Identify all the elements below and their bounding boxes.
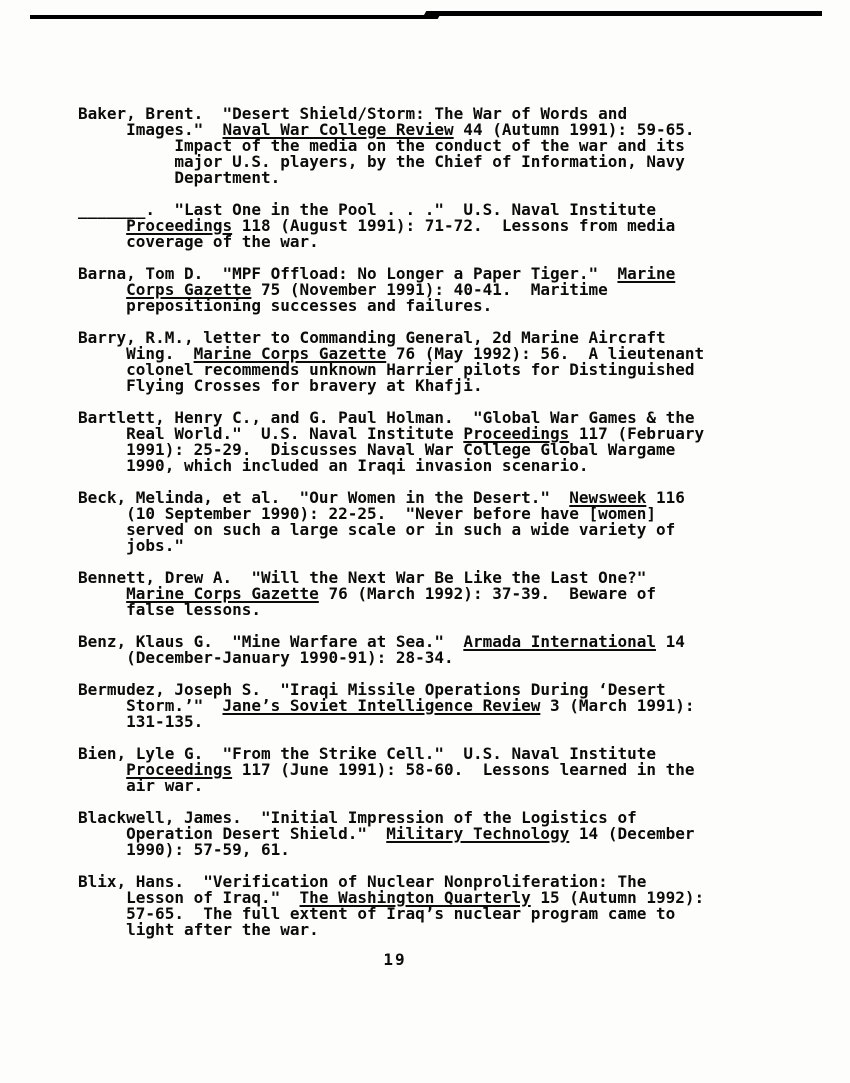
bibliography-entry — [78, 330, 798, 394]
journal-title: The Washington Quarterly — [299, 888, 531, 907]
text-segment: Storm.’" — [126, 696, 223, 715]
bibliography-entry — [78, 746, 798, 794]
journal-title: Naval War College Review — [222, 120, 454, 139]
text-segment: Bennett, Drew A. "Will the Next War Be Like the Last One?" — [78, 568, 647, 587]
text-segment: false lessons. — [126, 600, 262, 619]
text-segment: Blackwell, James. "Initial Impression of the Logistics of — [78, 808, 637, 827]
text-segment: air war. — [126, 776, 204, 795]
entry-line — [78, 650, 798, 666]
text-segment: Lesson of Iraq." — [126, 888, 300, 907]
text-segment: Real World." U.S. Naval Institute — [126, 424, 464, 443]
text-segment: Barry, R.M., letter to Commanding General, 2d Marine Aircraft — [78, 328, 666, 347]
text-segment: 57-65. The full extent of Iraq’s nuclear program came to — [126, 904, 676, 923]
text-segment: Bermudez, Joseph S. "Iraqi Missile Operations During ‘Desert — [78, 680, 666, 699]
bibliography-entry — [78, 874, 798, 938]
text-segment: Department. — [174, 168, 281, 187]
text-segment: 116 — [646, 488, 685, 507]
text-segment: Flying Crosses for bravery at Khafji. — [126, 376, 483, 395]
text-segment: Blix, Hans. "Verification of Nuclear Nonproliferation: The — [78, 872, 647, 891]
text-segment: 76 (May 1992): 56. A lieutenant — [386, 344, 705, 363]
text-segment: jobs." — [126, 536, 184, 555]
text-segment: prepositioning successes and failures. — [126, 296, 493, 315]
entry-line — [78, 538, 798, 554]
text-segment: Benz, Klaus G. "Mine Warfare at Sea." — [78, 632, 464, 651]
bibliography-entry — [78, 682, 798, 730]
rule-segment-left — [30, 15, 432, 19]
bibliography-entry — [78, 810, 798, 858]
text-segment: Barna, Tom D. "MPF Offload: No Longer a Paper Tiger." — [78, 264, 618, 283]
journal-title: Corps Gazette — [126, 280, 252, 299]
journal-title: Proceedings — [463, 424, 570, 443]
text-segment: 14 (December — [569, 824, 695, 843]
journal-title: Marine — [617, 264, 676, 283]
text-segment: 14 — [655, 632, 685, 651]
journal-title: Newsweek — [569, 488, 647, 507]
text-segment: colonel recommends unknown Harrier pilots for Distinguished — [126, 360, 695, 379]
text-segment: (10 September 1990): 22-25. "Never before have [women] — [126, 504, 656, 523]
entry-line — [78, 714, 798, 730]
bibliography-entry — [78, 634, 798, 666]
text-segment: Bien, Lyle G. "From the Strike Cell." U.S. Naval Institute — [78, 744, 656, 763]
journal-title: Proceedings — [126, 216, 233, 235]
bibliography-entry — [78, 202, 798, 250]
text-segment: (December-January 1990-91): 28-34. — [126, 648, 454, 667]
journal-title: Proceedings — [126, 760, 233, 779]
text-segment: 15 (Autumn 1992): — [530, 888, 705, 907]
text-segment: 118 (August 1991): 71-72. Lessons from media — [232, 216, 676, 235]
text-segment: major U.S. players, by the Chief of Information, Navy — [174, 152, 685, 171]
entry-line — [78, 922, 798, 938]
bibliography-entry — [78, 410, 798, 474]
text-segment: 3 (March 1991): — [540, 696, 695, 715]
page-number: 19 — [383, 950, 407, 969]
entry-line — [78, 170, 798, 186]
entry-line — [78, 378, 798, 394]
text-segment: Impact of the media on the conduct of the war and its — [174, 136, 685, 155]
rule-segment-right — [432, 11, 822, 16]
text-segment: Wing. — [126, 344, 194, 363]
text-segment: 76 (March 1992): 37-39. Beware of — [318, 584, 656, 603]
entry-line — [78, 298, 798, 314]
text-segment: 44 (Autumn 1991): 59-65. — [453, 120, 695, 139]
text-segment: served on such a large scale or in such a wide variety of — [126, 520, 676, 539]
bibliography-entry — [78, 490, 798, 554]
entry-line — [78, 234, 798, 250]
journal-title: Military Technology — [386, 824, 570, 843]
bibliography-entry — [78, 570, 798, 618]
text-segment: Operation Desert Shield." — [126, 824, 387, 843]
entry-line — [78, 522, 798, 538]
entry-line — [78, 842, 798, 858]
text-segment: 131-135. — [126, 712, 204, 731]
text-segment: 75 (November 1991): 40-41. Maritime — [251, 280, 608, 299]
text-segment: _______. "Last One in the Pool . . ." U.S. Naval Institute — [78, 200, 656, 219]
entry-line — [78, 602, 798, 618]
bibliography-entry — [78, 106, 798, 186]
journal-title: Jane’s Soviet Intelligence Review — [222, 696, 541, 715]
text-segment: 117 (February — [569, 424, 705, 443]
text-segment: coverage of the war. — [126, 232, 319, 251]
text-segment: Baker, Brent. "Desert Shield/Storm: The War of Words and — [78, 104, 628, 123]
text-segment: 1990, which included an Iraqi invasion scenario. — [126, 456, 589, 475]
text-segment: Bartlett, Henry C., and G. Paul Holman. "Global War Games & the — [78, 408, 695, 427]
bibliography-list — [78, 106, 798, 954]
journal-title: Marine Corps Gazette — [193, 344, 387, 363]
text-segment: 117 (June 1991): 58-60. Lessons learned in the — [232, 760, 695, 779]
top-rule-line — [0, 0, 850, 26]
text-segment: Beck, Melinda, et al. "Our Women in the Desert." — [78, 488, 570, 507]
text-segment: 1991): 25-29. Discusses Naval War College Global Wargame — [126, 440, 676, 459]
entry-line — [78, 778, 798, 794]
bibliography-entry — [78, 266, 798, 314]
text-segment: light after the war. — [126, 920, 319, 939]
text-segment: Images." — [126, 120, 223, 139]
journal-title: Armada International — [463, 632, 656, 651]
text-segment: 1990): 57-59, 61. — [126, 840, 290, 859]
journal-title: Marine Corps Gazette — [126, 584, 319, 603]
entry-line — [78, 458, 798, 474]
